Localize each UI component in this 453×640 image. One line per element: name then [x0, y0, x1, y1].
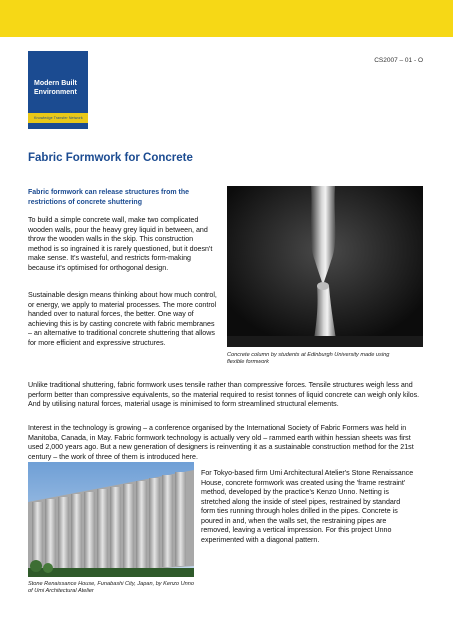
concrete-column-photo — [227, 186, 423, 347]
stone-renaissance-house-photo — [28, 462, 194, 577]
paragraph-1: To build a simple concrete wall, make two complicated wooden walls, pour the heavy grey liquid in between, and throw the wooden walls in the skip. This construction method is so ingrained it is rarely questioned, but it doesn't make sense. It's wasteful, and restricts form-making because it's optimised for orthogonal design. — [28, 216, 213, 272]
mbe-logo — [28, 51, 88, 129]
logo-tagline: Knowledge Transfer Network — [28, 113, 88, 123]
paragraph-3: Unlike traditional shuttering, fabric formwork uses tensile rather than compressive forces. Tensile structures weigh less and perform better than compressive equivalents, so the material required to resist tonnes of liquid concrete can weigh only kilos. And by utilising natural forces, material usage is minimised to form streamlined structural elements. — [28, 381, 420, 408]
header-band — [0, 0, 453, 37]
logo-wordmark: Modern Built Environment — [34, 80, 77, 96]
article-lead: Fabric formwork can release structures from the restrictions of concrete shuttering — [28, 189, 190, 206]
document-code: CS2007 – 01 - O — [374, 57, 423, 64]
paragraph-2: Sustainable design means thinking about how much control, or energy, we apply to material processes. The more control handed over to natural forces, the better. One way of achieving this is by casting concrete with fabric membranes – an alternative to traditional concrete shuttering that allows for more efficient and expressive structures. — [28, 291, 217, 347]
column-caption: Concrete column by students at Edinburgh University made using flexible formwork — [227, 352, 390, 366]
paragraph-4: Interest in the technology is growing – a conference organised by the International Society of Fabric Formers was held in Manitoba, Canada, in May. Fabric formwork technology is actually very old – rammed earth within hessian sheets was first used 2,000 years ago. But a new generation of designers is reinventing it as a sustainable construction method for the 21st century – the work of three of them is introduced here. — [28, 424, 414, 461]
paragraph-5: For Tokyo-based firm Umi Architectural Atelier's Stone Renaissance House, concrete formwork was created using the 'frame restraint' method, developed by the practice's Kenzo Unno. Netting is stretched along the inside of steel pipes, restrained by standard form ties running through holes drilled in the pipes. Concrete is poured in and, when the walls set, the restraining pipes are removed, leaving a vertical impression. For this project Unno experimented with a diagonal pattern. — [201, 469, 414, 544]
article-title: Fabric Formwork for Concrete — [28, 152, 193, 164]
house-caption: Stone Renaissance House, Funabashi City, Japan, by Kenzo Unno of Umi Architectural Atelier — [28, 581, 194, 595]
